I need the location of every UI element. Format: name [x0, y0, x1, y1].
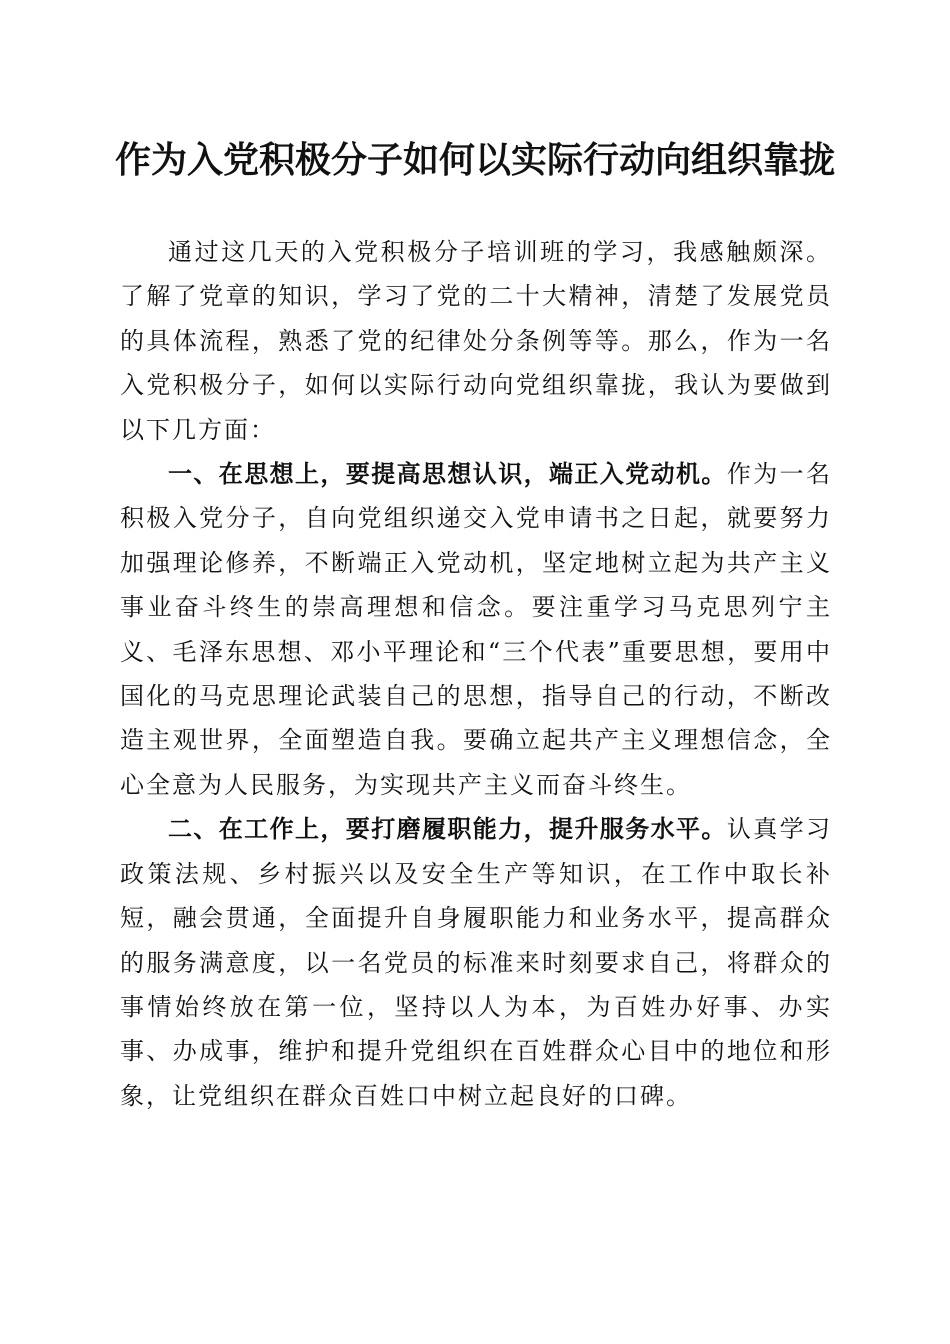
section-heading-2: 二、在工作上，要打磨履职能力，提升服务水平。 — [168, 815, 727, 844]
section-paragraph-1 — [120, 452, 832, 807]
section-text-2: 认真学习政策法规、乡村振兴以及安全生产等知识，在工作中取长补短，融会贯通，全面提升自身履职能力和业务水平，提高群众的服务满意度，以一名党员的标准来时刻要求自己，将群众的事情始终放在第一位，坚持以人为本，为百姓办好事、办实事、办成事，维护和提升党组织在百姓群众心目中的地位和形象，让党组织在群众百姓口中树立起良好的口碑。 — [120, 815, 833, 1110]
section-text-1: 作为一名积极入党分子，自向党组织递交入党申请书之日起，就要努力加强理论修养，不断端正入党动机，坚定地树立起为共产主义事业奋斗终生的崇高理想和信念。要注重学习马克思列宁主义、毛泽东思想、邓小平理论和“三个代表”重要思想，要用中国化的马克思理论武装自己的思想，指导自己的行动，不断改造主观世界，全面塑造自我。要确立起共产主义理想信念，全心全意为人民服务，为实现共产主义而奋斗终生。 — [120, 460, 833, 799]
document-title: 作为入党积极分子如何以实际行动向组织靠拢 — [114, 139, 835, 181]
section-heading-1: 一、在思想上，要提高思想认识，端正入党动机。 — [168, 460, 727, 489]
section-paragraph-2 — [120, 807, 832, 1118]
intro-paragraph: 通过这几天的入党积极分子培训班的学习，我感触颇深。了解了党章的知识，学习了党的二十大精神，清楚了发展党员的具体流程，熟悉了党的纪律处分条例等等。那么，作为一名入党积极分子，如何以实际行动向党组织靠拢，我认为要做到以下几方面： — [120, 238, 832, 444]
document-body — [120, 230, 832, 1118]
